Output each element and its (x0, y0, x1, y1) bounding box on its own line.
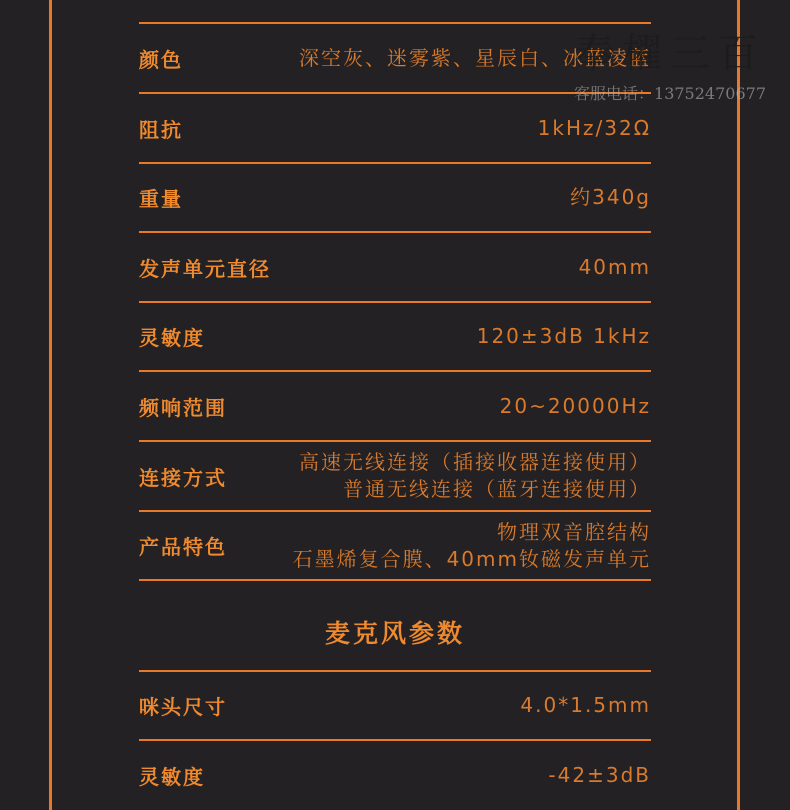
spec-label: 阻抗 (139, 117, 183, 142)
spec-row-driver (139, 233, 651, 301)
spec-label: 咪头尺寸 (139, 695, 227, 719)
spec-value: 物理双音腔结构 石墨烯复合膜、40mm钕磁发声单元 (292, 519, 651, 571)
spec-label: 发声单元直径 (139, 256, 271, 281)
section-title: 麦克风参数 (324, 619, 465, 648)
spec-row-impedance (139, 94, 651, 162)
row-divider (139, 579, 651, 581)
spec-label: 产品特色 (139, 535, 227, 559)
spec-value: 1kHz/32Ω (537, 115, 651, 140)
frame-right-border (737, 0, 740, 810)
watermark-brand: 奉櫂三百 (574, 31, 766, 77)
watermark (574, 22, 766, 104)
spec-row-sensitivity (139, 303, 651, 370)
spec-row-weight (139, 164, 651, 231)
spec-value: 4.0*1.5mm (520, 693, 651, 717)
spec-label: 颜色 (139, 47, 183, 72)
spec-value: 深空灰、迷雾紫、星辰白、冰蓝凌蓝 (299, 45, 651, 70)
spec-value: 20~20000Hz (499, 393, 651, 418)
spec-label: 重量 (139, 187, 183, 211)
spec-value: 40mm (578, 254, 651, 279)
spec-label: 连接方式 (139, 465, 227, 490)
spec-label: 灵敏度 (139, 326, 205, 350)
spec-value: 120±3dB 1kHz (476, 324, 651, 348)
spec-row-frequency (139, 372, 651, 440)
spec-row-features (139, 512, 651, 579)
spec-row-capsule-size (139, 672, 651, 739)
spec-value: 约340g (570, 185, 651, 209)
frame-left-border (49, 0, 52, 810)
watermark-contact: 客服电话：13752470677 (574, 84, 766, 103)
spec-value: -42±3dB (548, 763, 651, 787)
spec-row-connection (139, 442, 651, 510)
spec-row-mic-sensitivity (139, 741, 651, 810)
spec-label: 频响范围 (139, 395, 227, 420)
spec-value: 高速无线连接（插接收器连接使用） 普通无线连接（蓝牙连接使用） (299, 450, 651, 501)
spec-label: 灵敏度 (139, 765, 205, 789)
